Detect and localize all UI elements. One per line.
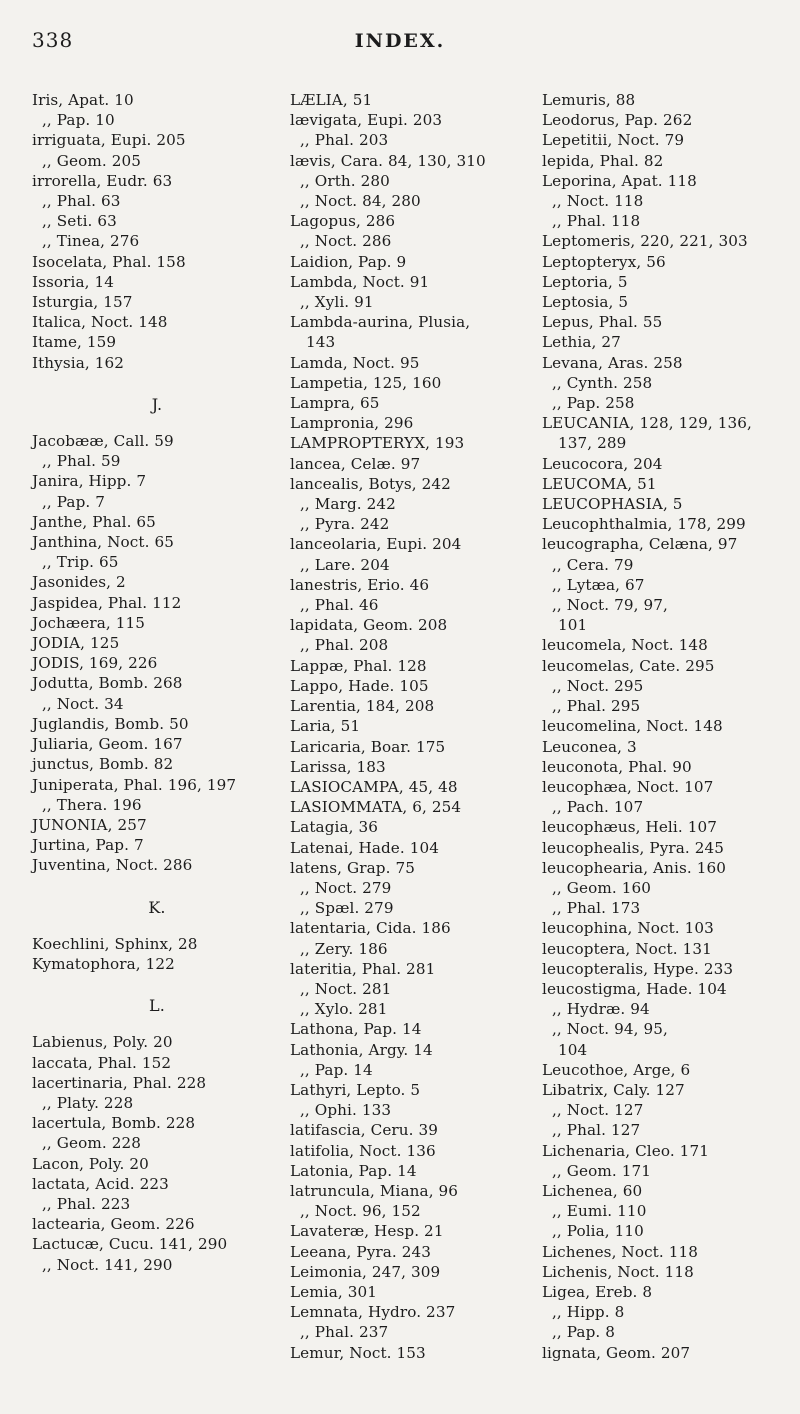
index-entry: ,, Lare. 204 <box>300 555 390 574</box>
index-entry: ,, Pap. 10 <box>42 111 115 130</box>
index-entry: lævis, Cara. 84, 130, 310 <box>290 151 486 170</box>
index-entry: ,, Phal. 127 <box>552 1121 641 1140</box>
index-entry: ,, Phal. 46 <box>300 596 379 615</box>
index-entry: ,, Platy. 228 <box>42 1093 134 1112</box>
index-entry: ,, Noct. 34 <box>42 694 124 713</box>
index-entry: ,, Noct. 127 <box>552 1101 644 1120</box>
index-entry: ,, Xyli. 91 <box>300 293 374 312</box>
index-entry: Jacobææ, Call. 59 <box>32 432 174 451</box>
index-entry: Leucothoe, Arge, 6 <box>542 1060 691 1079</box>
index-entry: junctus, Bomb. 82 <box>32 755 174 774</box>
index-entry: ,, Phal. 237 <box>300 1323 389 1342</box>
index-entry: Leuconea, 3 <box>542 737 637 756</box>
index-entry: Lathona, Pap. 14 <box>290 1020 422 1039</box>
index-entry: ,, Noct. 295 <box>552 676 644 695</box>
index-entry: Leporina, Apat. 118 <box>542 171 697 190</box>
index-entry: latentaria, Cida. 186 <box>290 919 451 938</box>
index-entry: Leptosia, 5 <box>542 293 629 312</box>
index-entry: ,, Phal. 203 <box>300 131 389 150</box>
index-entry: LASIOMMATA, 6, 254 <box>290 798 462 817</box>
page-header <box>0 28 800 58</box>
index-entry: lignata, Geom. 207 <box>542 1343 691 1362</box>
page-number: 338 <box>32 28 74 52</box>
index-entry: ,, Noct. 279 <box>300 878 392 897</box>
index-entry: lanceolaria, Eupi. 204 <box>290 535 462 554</box>
index-entry: Leptomeris, 220, 221, 303 <box>542 232 748 251</box>
index-entry: LAMPROPTERYX, 193 <box>290 434 465 453</box>
index-entry: Leucocora, 204 <box>542 454 663 473</box>
index-entry: leucophealis, Pyra. 245 <box>542 838 725 857</box>
index-entry: ,, Noct. 96, 152 <box>300 1202 421 1221</box>
index-entry: lapidata, Geom. 208 <box>290 616 448 635</box>
index-entry: Jodutta, Bomb. 268 <box>32 674 183 693</box>
index-entry: ,, Geom. 171 <box>552 1161 651 1180</box>
index-entry: Ithysia, 162 <box>32 353 125 372</box>
index-entry: Leptoria, 5 <box>542 272 628 291</box>
index-entry: JUNONIA, 257 <box>32 815 147 834</box>
index-entry: ,, Pap. 8 <box>552 1323 616 1342</box>
index-entry: Juniperata, Phal. 196, 197 <box>32 775 237 794</box>
index-entry: leucostigma, Hade. 104 <box>542 979 727 998</box>
index-entry: ,, Geom. 160 <box>552 878 651 897</box>
index-entry: lactearia, Geom. 226 <box>32 1215 195 1234</box>
index-entry: Jasonides, 2 <box>32 573 126 592</box>
index-entry: Lappo, Hade. 105 <box>290 676 429 695</box>
index-entry: ,, Seti. 63 <box>42 212 117 231</box>
index-entry: ,, Lytæa, 67 <box>552 575 645 594</box>
index-entry: ,, Polia, 110 <box>552 1222 644 1241</box>
index-entry: Italica, Noct. 148 <box>32 313 168 332</box>
index-entry: Leodorus, Pap. 262 <box>542 111 693 130</box>
index-entry: Lathonia, Argy. 14 <box>290 1040 433 1059</box>
index-entry: ,, Pyra. 242 <box>300 515 390 534</box>
index-entry: ,, Hydræ. 94 <box>552 1000 650 1019</box>
index-entry: ,, Pap. 14 <box>300 1060 373 1079</box>
index-entry: ,, Zery. 186 <box>300 939 388 958</box>
index-entry: Lappæ, Phal. 128 <box>290 656 427 675</box>
index-entry: leucomelas, Cate. 295 <box>542 656 715 675</box>
index-entry: leucomela, Noct. 148 <box>542 636 708 655</box>
section-letter: K. <box>148 897 166 917</box>
index-entry: ,, Phal. 173 <box>552 899 641 918</box>
section-letter: L. <box>149 996 165 1016</box>
index-entry: Lichenes, Noct. 118 <box>542 1242 699 1261</box>
index-entry: ,, Noct. 141, 290 <box>42 1255 173 1274</box>
index-entry: Lichenea, 60 <box>542 1181 643 1200</box>
index-entry: Lemnata, Hydro. 237 <box>290 1303 456 1322</box>
running-title: INDEX. <box>354 30 446 52</box>
index-entry: Laricaria, Boar. 175 <box>290 737 446 756</box>
index-entry: Koechlini, Sphinx, 28 <box>32 934 198 953</box>
index-entry: 137, 289 <box>558 434 627 453</box>
index-entry: leucomelina, Noct. 148 <box>542 717 723 736</box>
index-entry: Leeana, Pyra. 243 <box>290 1242 432 1261</box>
index-entry: ,, Phal. 118 <box>552 212 641 231</box>
index-entry: leucopteralis, Hype. 233 <box>542 959 734 978</box>
index-entry: lacertula, Bomb. 228 <box>32 1114 196 1133</box>
index-entry: ,, Noct. 286 <box>300 232 392 251</box>
index-entry: ,, Hipp. 8 <box>552 1303 625 1322</box>
index-entry: ,, Phal. 63 <box>42 192 121 211</box>
index-entry: leucophæus, Heli. 107 <box>542 818 717 837</box>
index-entry: ,, Geom. 205 <box>42 151 141 170</box>
index-entry: ,, Phal. 59 <box>42 452 121 471</box>
index-entry: Leimonia, 247, 309 <box>290 1262 441 1281</box>
index-entry: irrorella, Eudr. 63 <box>32 171 173 190</box>
index-entry: ,, Ophi. 133 <box>300 1101 392 1120</box>
index-entry: Ligea, Ereb. 8 <box>542 1282 653 1301</box>
index-entry: lacertinaria, Phal. 228 <box>32 1073 207 1092</box>
index-entry: leucoptera, Noct. 131 <box>542 939 712 958</box>
index-entry: lancea, Celæ. 97 <box>290 454 421 473</box>
index-entry: ,, Noct. 79, 97, <box>552 596 668 615</box>
index-entry: ,, Tinea, 276 <box>42 232 140 251</box>
index-entry: Lemuris, 88 <box>542 91 636 109</box>
index-column-3 <box>542 90 792 1363</box>
index-entry: ,, Noct. 118 <box>552 192 644 211</box>
index-entry: lanestris, Erio. 46 <box>290 575 430 594</box>
index-entry: ,, Spæl. 279 <box>300 899 394 918</box>
index-entry: lepida, Phal. 82 <box>542 151 664 170</box>
index-entry: Jochæera, 115 <box>32 613 146 632</box>
index-column-1 <box>32 90 282 1275</box>
index-entry: Lamda, Noct. 95 <box>290 353 420 372</box>
index-entry: Janthina, Noct. 65 <box>32 533 174 552</box>
index-entry: Libatrix, Caly. 127 <box>542 1080 685 1099</box>
index-entry: Juglandis, Bomb. 50 <box>32 714 189 733</box>
index-entry: Lampronia, 296 <box>290 414 414 433</box>
index-entry: lævigata, Eupi. 203 <box>290 111 443 130</box>
index-entry: Latagia, 36 <box>290 818 379 837</box>
index-entry: LEUCANIA, 128, 129, 136, <box>542 414 752 433</box>
index-entry: ,, Eumi. 110 <box>552 1202 647 1221</box>
index-entry: Latenai, Hade. 104 <box>290 838 440 857</box>
index-entry: Isocelata, Phal. 158 <box>32 252 186 271</box>
index-entry: Lichenis, Noct. 118 <box>542 1262 694 1281</box>
index-entry: ,, Thera. 196 <box>42 795 142 814</box>
index-entry: latruncula, Miana, 96 <box>290 1181 459 1200</box>
index-entry: Lathyri, Lepto. 5 <box>290 1080 421 1099</box>
index-entry: irriguata, Eupi. 205 <box>32 131 186 150</box>
index-entry: latens, Grap. 75 <box>290 858 415 877</box>
index-entry: laccata, Phal. 152 <box>32 1053 172 1072</box>
index-entry: Janira, Hipp. 7 <box>32 472 147 491</box>
index-entry: LEUCOMA, 51 <box>542 474 657 493</box>
index-entry: Lichenaria, Cleo. 171 <box>542 1141 709 1160</box>
index-entry: latifolia, Noct. 136 <box>290 1141 436 1160</box>
index-entry: Laria, 51 <box>290 717 361 736</box>
index-entry: ,, Pach. 107 <box>552 798 644 817</box>
index-entry: Lampra, 65 <box>290 394 380 413</box>
index-entry: Lambda, Noct. 91 <box>290 272 430 291</box>
index-entry: Lampetia, 125, 160 <box>290 373 442 392</box>
index-entry: Isturgia, 157 <box>32 293 133 312</box>
index-entry: Levana, Aras. 258 <box>542 353 683 372</box>
index-entry: Jaspidea, Phal. 112 <box>32 593 182 612</box>
index-entry: ,, Phal. 295 <box>552 697 641 716</box>
index-entry: Itame, 159 <box>32 333 117 352</box>
index-entry: ,, Pap. 258 <box>552 394 635 413</box>
index-entry: ,, Xylo. 281 <box>300 1000 388 1019</box>
index-entry: Lemur, Noct. 153 <box>290 1343 426 1362</box>
index-entry: Laidion, Pap. 9 <box>290 252 407 271</box>
index-entry: Labienus, Poly. 20 <box>32 1033 173 1052</box>
index-entry: latifascia, Ceru. 39 <box>290 1121 439 1140</box>
index-entry: Lemia, 301 <box>290 1282 378 1301</box>
index-entry: Lepus, Phal. 55 <box>542 313 663 332</box>
index-entry: Latonia, Pap. 14 <box>290 1161 417 1180</box>
index-entry: Lagopus, 286 <box>290 212 396 231</box>
section-letter: J. <box>151 394 163 414</box>
index-entry: LASIOCAMPA, 45, 48 <box>290 777 458 796</box>
index-entry: Larissa, 183 <box>290 757 386 776</box>
index-entry: ,, Orth. 280 <box>300 171 390 190</box>
index-entry: 143 <box>306 333 336 352</box>
index-entry: lactata, Acid. 223 <box>32 1174 169 1193</box>
index-entry: Lethia, 27 <box>542 333 621 352</box>
index-column-2 <box>290 90 540 1363</box>
index-entry: Juliaria, Geom. 167 <box>32 735 183 754</box>
index-entry: LEUCOPHASIA, 5 <box>542 495 683 514</box>
index-entry: ,, Noct. 281 <box>300 979 392 998</box>
index-entry: Lactucæ, Cucu. 141, 290 <box>32 1235 228 1254</box>
index-entry: ,, Noct. 84, 280 <box>300 192 421 211</box>
index-entry: leucophæa, Noct. 107 <box>542 777 714 796</box>
index-entry: Juventina, Noct. 286 <box>32 856 193 875</box>
index-entry: ,, Phal. 223 <box>42 1194 131 1213</box>
index-entry: ,, Trip. 65 <box>42 553 119 572</box>
index-entry: leucophearia, Anis. 160 <box>542 858 726 877</box>
index-entry: Leucophthalmia, 178, 299 <box>542 515 746 534</box>
index-entry: 104 <box>558 1040 588 1059</box>
index-entry: 101 <box>558 616 588 635</box>
index-entry: Lacon, Poly. 20 <box>32 1154 149 1173</box>
index-entry: ,, Cynth. 258 <box>552 373 653 392</box>
index-entry: Iris, Apat. 10 <box>32 91 134 109</box>
index-entry: leucophina, Noct. 103 <box>542 919 714 938</box>
index-entry: JODIA, 125 <box>32 634 120 653</box>
index-entry: Jurtina, Pap. 7 <box>32 836 144 855</box>
index-entry: Issoria, 14 <box>32 272 114 291</box>
index-entry: Lambda-aurina, Plusia, <box>290 313 471 332</box>
index-entry: ,, Phal. 208 <box>300 636 389 655</box>
index-entry: JODIS, 169, 226 <box>32 654 158 673</box>
index-entry: lateritia, Phal. 281 <box>290 959 436 978</box>
index-entry: ,, Geom. 228 <box>42 1134 141 1153</box>
index-entry: lancealis, Botys, 242 <box>290 474 451 493</box>
index-entry: leuconota, Phal. 90 <box>542 757 692 776</box>
index-entry: Lepetitii, Noct. 79 <box>542 131 685 150</box>
index-entry: Larentia, 184, 208 <box>290 697 435 716</box>
index-entry: Leptopteryx, 56 <box>542 252 666 271</box>
index-entry: Janthe, Phal. 65 <box>32 512 156 531</box>
index-entry: ,, Cera. 79 <box>552 555 634 574</box>
index-entry: ,, Marg. 242 <box>300 495 396 514</box>
index-entry: ,, Pap. 7 <box>42 492 106 511</box>
index-entry: LÆLIA, 51 <box>290 91 373 109</box>
index-entry: ,, Noct. 94, 95, <box>552 1020 668 1039</box>
index-entry: Kymatophora, 122 <box>32 954 175 973</box>
index-entry: leucographa, Celæna, 97 <box>542 535 738 554</box>
index-entry: Lavateræ, Hesp. 21 <box>290 1222 444 1241</box>
